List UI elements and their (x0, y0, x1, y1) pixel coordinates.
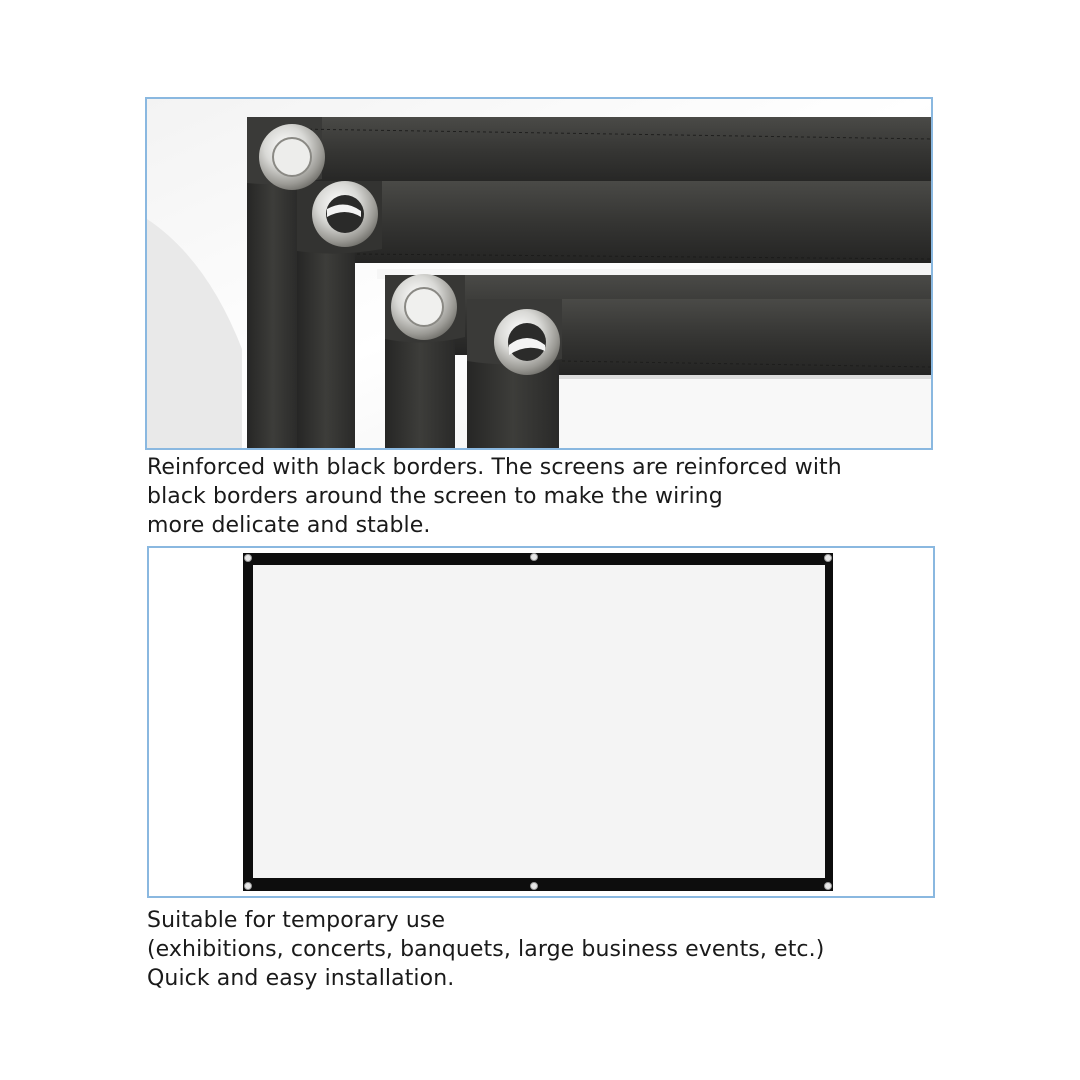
caption-line: Suitable for temporary use (147, 908, 446, 933)
grommet-icon (825, 883, 832, 890)
grommet-icon (391, 274, 457, 340)
grommet-icon (245, 883, 252, 890)
corner-closeup-photo (145, 97, 933, 450)
full-screen-photo (147, 546, 935, 898)
caption-line: black borders around the screen to make the wiring (147, 484, 723, 509)
grommet-icon (259, 124, 325, 190)
grommet-icon (531, 883, 538, 890)
border-reinforcement-caption (147, 453, 842, 540)
grommet-icon (245, 555, 252, 562)
usage-caption (147, 906, 824, 993)
caption-line: Quick and easy installation. (147, 966, 455, 991)
screen-corners-illustration (147, 99, 931, 448)
caption-line: (exhibitions, concerts, banquets, large business events, etc.) (147, 937, 825, 962)
grommet-icon (531, 554, 538, 561)
projector-screen-illustration (149, 548, 933, 896)
caption-line: more delicate and stable. (147, 513, 431, 538)
grommet-icon (494, 309, 560, 375)
caption-line: Reinforced with black borders. The screens are reinforced with (147, 455, 842, 480)
grommet-icon (825, 555, 832, 562)
grommet-icon (312, 181, 378, 247)
